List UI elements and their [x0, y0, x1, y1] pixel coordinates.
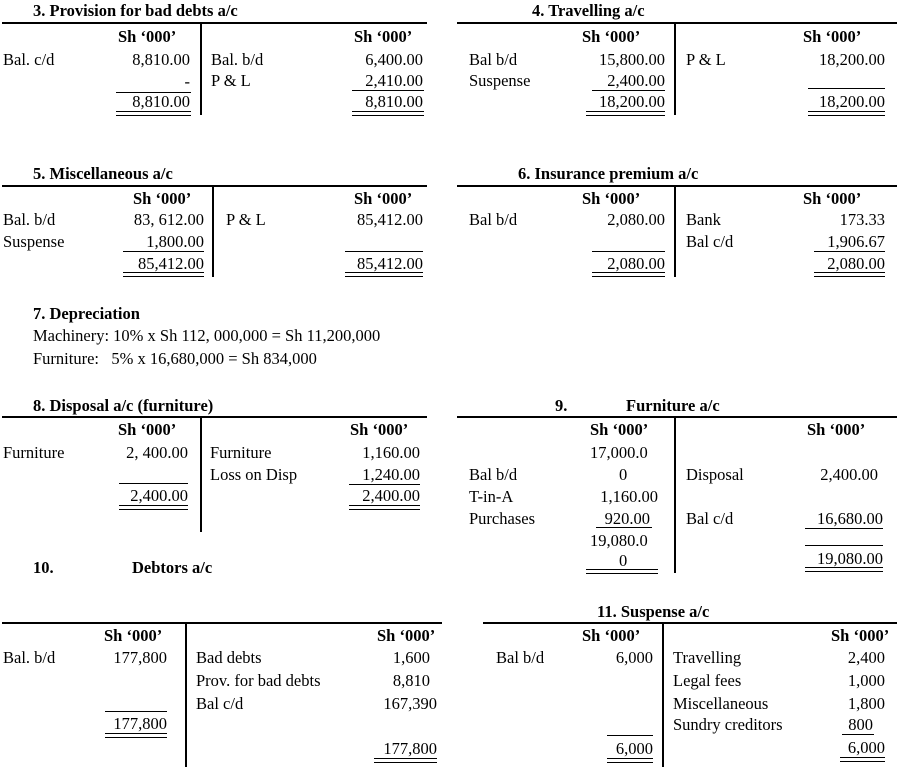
dr-amount: 2, 400.00 [126, 443, 188, 462]
cr-label: Bal c/d [686, 509, 734, 528]
cr-unit-header: Sh ‘000’ [377, 626, 436, 645]
t-account-top-rule [2, 22, 427, 24]
cr-label: Miscellaneous [673, 694, 769, 713]
dr-label: Bal. b/d [3, 210, 56, 229]
cr-label: Travelling [673, 648, 742, 667]
cr-amount: 18,200.00 [819, 50, 885, 69]
account-title: 4. Travelling a/c [532, 1, 645, 20]
cr-label: Loss on Disp [210, 465, 298, 484]
double-total-rule [345, 272, 423, 277]
dr-total-cont: 0 [619, 551, 628, 570]
double-total-rule [586, 111, 665, 116]
dr-unit-header: Sh ‘000’ [582, 27, 641, 46]
double-total-rule [123, 272, 204, 277]
dr-amount: 2,080.00 [607, 210, 665, 229]
cr-label: Legal fees [673, 671, 742, 690]
dr-total: 18,200.00 [599, 92, 665, 111]
t-account-top-rule [457, 185, 897, 187]
cr-label: Disposal [686, 465, 744, 484]
cr-label: Bal. b/d [211, 50, 264, 69]
depreciation-line: Machinery: 10% x Sh 112, 000,000 = Sh 11,200,000 [33, 326, 381, 345]
cr-amount: 1,600 [392, 648, 430, 667]
dr-amount: 2,400.00 [607, 71, 665, 90]
subtotal-rule [596, 527, 652, 528]
t-account-top-rule [457, 416, 897, 418]
subtotal-rule [592, 251, 665, 252]
subtotal-rule [808, 88, 885, 89]
subtotal-rule [814, 251, 885, 252]
account-title: 5. Miscellaneous a/c [33, 164, 173, 183]
dr-amount: 1,160.00 [600, 487, 658, 506]
cr-total: 85,412.00 [357, 254, 423, 273]
cr-label: Bal c/d [196, 694, 244, 713]
dr-amount: - [184, 72, 190, 91]
dr-unit-header: Sh ‘000’ [590, 420, 649, 439]
double-total-rule [352, 111, 424, 116]
account-title: 8. Disposal a/c (furniture) [33, 396, 214, 415]
account-number: 10. [33, 558, 54, 577]
double-total-rule [607, 758, 653, 763]
cr-amount: 1,906.67 [827, 232, 885, 251]
cr-amount: 1,160.00 [362, 443, 420, 462]
cr-label: Bal c/d [686, 232, 734, 251]
dr-amount: 6,000 [615, 648, 653, 667]
dr-label: Bal b/d [469, 210, 518, 229]
cr-total: 8,810.00 [365, 92, 423, 111]
subtotal-rule [352, 90, 424, 91]
cr-unit-header: Sh ‘000’ [803, 189, 862, 208]
dr-unit-header: Sh ‘000’ [582, 189, 641, 208]
cr-total: 2,400.00 [362, 486, 420, 505]
subtotal-rule [123, 251, 204, 252]
cr-amount: 16,680.00 [817, 509, 883, 528]
dr-total: 177,800 [113, 714, 167, 733]
dr-label: Bal. c/d [3, 50, 55, 69]
cr-unit-header: Sh ‘000’ [354, 27, 413, 46]
dr-unit-header: Sh ‘000’ [118, 420, 177, 439]
cr-amount: 6,400.00 [365, 50, 423, 69]
cr-total: 18,200.00 [819, 92, 885, 111]
subtotal-rule [607, 735, 653, 736]
account-number: 9. [555, 396, 568, 415]
double-total-rule [586, 569, 658, 574]
dr-opening-amount: 17,000.0 [590, 443, 648, 462]
t-account-divider [674, 185, 676, 277]
dr-total: 6,000 [615, 739, 653, 758]
t-account-divider [212, 185, 214, 277]
cr-amount: 800 [848, 715, 873, 734]
cr-unit-header: Sh ‘000’ [350, 420, 409, 439]
cr-total: 2,080.00 [827, 254, 885, 273]
double-total-rule [116, 111, 191, 116]
dr-label: Suspense [469, 71, 531, 90]
subtotal-rule [119, 483, 188, 484]
section-title: 7. Depreciation [33, 304, 140, 323]
t-account-top-rule [2, 416, 427, 418]
dr-total: 2,080.00 [607, 254, 665, 273]
cr-label: Bad debts [196, 648, 262, 667]
subtotal-rule [805, 545, 883, 546]
double-total-rule [592, 272, 665, 277]
double-total-rule [349, 505, 420, 510]
double-total-rule [840, 757, 885, 762]
t-account-divider [185, 622, 187, 767]
dr-total: 19,080.0 [590, 531, 648, 550]
dr-unit-header: Sh ‘000’ [133, 189, 192, 208]
double-total-rule [119, 505, 188, 510]
dr-label: Bal b/d [469, 50, 518, 69]
double-total-rule [814, 272, 885, 277]
cr-amount: 1,000 [847, 671, 885, 690]
dr-amount: 920.00 [604, 509, 650, 528]
cr-amount: 2,410.00 [365, 71, 423, 90]
cr-label: P & L [686, 50, 726, 69]
cr-total: 19,080.00 [817, 549, 883, 568]
t-account-divider [200, 22, 202, 115]
dr-total: 2,400.00 [130, 486, 188, 505]
dr-amount: 8,810.00 [132, 50, 190, 69]
dr-unit-header: Sh ‘000’ [118, 27, 177, 46]
t-account-top-rule [2, 622, 442, 624]
cr-amount: 1,800 [847, 694, 885, 713]
t-account-divider [662, 622, 664, 767]
depreciation-line: Furniture: 5% x 16,680,000 = Sh 834,000 [33, 349, 317, 368]
cr-amount: 85,412.00 [357, 210, 423, 229]
dr-amount: 177,800 [113, 648, 167, 667]
dr-opening-amount-cont: 0 [619, 465, 628, 484]
double-total-rule [105, 733, 167, 738]
dr-unit-header: Sh ‘000’ [582, 626, 641, 645]
cr-amount: 8,810 [392, 671, 430, 690]
cr-unit-header: Sh ‘000’ [831, 626, 890, 645]
account-title: 11. Suspense a/c [597, 602, 710, 621]
cr-unit-header: Sh ‘000’ [803, 27, 862, 46]
dr-label: Purchases [469, 509, 535, 528]
t-account-divider [674, 22, 676, 115]
dr-amount: 83, 612.00 [133, 210, 204, 229]
t-account-top-rule [2, 185, 427, 187]
dr-label: T-in-A [469, 487, 514, 506]
subtotal-rule [592, 90, 665, 91]
double-total-rule [808, 111, 885, 116]
cr-amount: 167,390 [383, 694, 437, 713]
dr-amount: 1,800.00 [146, 232, 204, 251]
account-title: 3. Provision for bad debts a/c [33, 1, 238, 20]
cr-amount: 2,400 [847, 648, 885, 667]
subtotal-rule [116, 92, 191, 93]
subtotal-rule [842, 734, 874, 735]
account-title: 6. Insurance premium a/c [518, 164, 699, 183]
t-account-divider [674, 416, 676, 573]
dr-label: Furniture [3, 443, 65, 462]
dr-label: Suspense [3, 232, 65, 251]
subtotal-rule [805, 528, 883, 529]
t-account-top-rule [457, 22, 897, 24]
account-title: Furniture a/c [626, 396, 720, 415]
cr-total: 6,000 [847, 738, 885, 757]
cr-unit-header: Sh ‘000’ [354, 189, 413, 208]
cr-label: P & L [226, 210, 266, 229]
cr-amount: 2,400.00 [820, 465, 878, 484]
dr-unit-header: Sh ‘000’ [104, 626, 163, 645]
dr-total: 8,810.00 [132, 92, 190, 111]
subtotal-rule [105, 711, 167, 712]
dr-label: Bal b/d [496, 648, 545, 667]
double-total-rule [374, 758, 437, 763]
dr-label: Bal b/d [469, 465, 518, 484]
cr-label: Prov. for bad debts [196, 671, 321, 690]
cr-label: P & L [211, 71, 251, 90]
cr-label: Sundry creditors [673, 715, 783, 734]
subtotal-rule [345, 251, 423, 252]
t-account-top-rule [483, 622, 897, 624]
cr-amount: 1,240.00 [362, 465, 420, 484]
cr-total: 177,800 [383, 739, 437, 758]
subtotal-rule [349, 484, 420, 485]
dr-label: Bal. b/d [3, 648, 56, 667]
cr-unit-header: Sh ‘000’ [807, 420, 866, 439]
cr-label: Furniture [210, 443, 272, 462]
dr-amount: 15,800.00 [599, 50, 665, 69]
dr-total: 85,412.00 [138, 254, 204, 273]
cr-amount: 173.33 [839, 210, 885, 229]
double-total-rule [805, 567, 883, 572]
account-title: Debtors a/c [132, 558, 213, 577]
t-account-divider [200, 416, 202, 532]
cr-label: Bank [686, 210, 721, 229]
